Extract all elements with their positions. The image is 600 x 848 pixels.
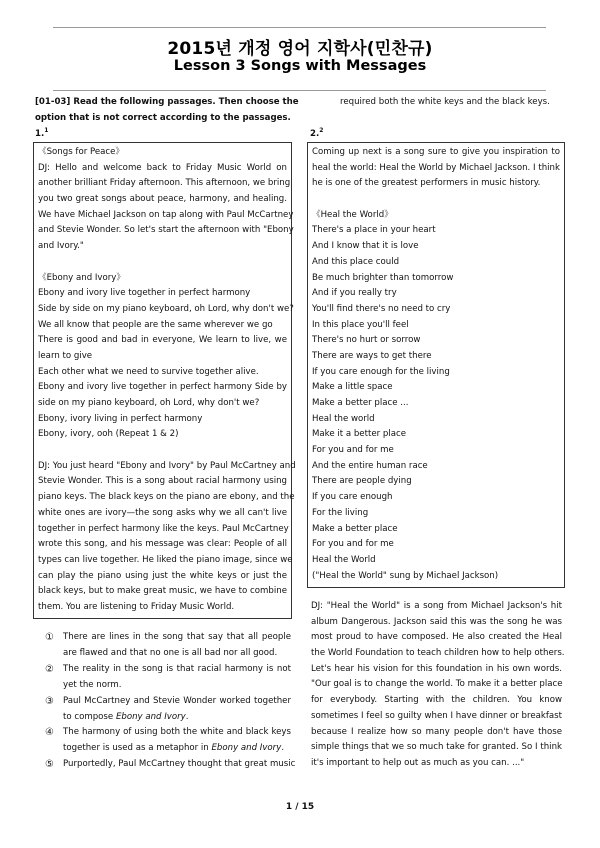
passage-line: Coming up next is a song sure to give you inspiration to	[312, 147, 560, 157]
page-title: 2015년 개정 영어 지학사(민찬규)	[167, 39, 433, 59]
passage-line: For you and for me	[312, 539, 394, 550]
question-number-text: 1.	[35, 128, 45, 139]
passage-line: Make a better place ...	[312, 398, 409, 408]
passage-line: album Dangerous. Jackson said this was the song he was	[311, 616, 562, 627]
passage-line: Heal the world	[312, 413, 375, 424]
header-rule	[53, 90, 546, 91]
passage-line: 《Songs for Peace》	[38, 147, 125, 157]
choice-fragment: .	[185, 711, 189, 722]
passage-line: For you and for me	[312, 445, 394, 456]
passage-line: Make a better place	[312, 523, 398, 534]
instruction	[35, 95, 299, 126]
passage-line: ("Heal the World" sung by Michael Jackson)	[312, 570, 499, 581]
passage-line: If you care enough	[312, 492, 393, 503]
passage-line: Each other what we need to survive together alive.	[38, 366, 259, 377]
choice-line: There are lines in the song that say that all people	[63, 632, 291, 642]
passage-line: black keys, but to make great music, we have to combine	[38, 586, 287, 597]
question-number	[310, 127, 323, 139]
footnote-marker: 2	[319, 127, 324, 134]
choice-line: Paul McCartney and Stevie Wonder worked together	[63, 696, 291, 706]
passage-line: Ebony and ivory live together in perfect harmony	[38, 288, 251, 299]
choice-line	[63, 710, 291, 726]
passage-line: Ebony, ivory living in perfect harmony	[38, 413, 203, 424]
choice-text	[63, 757, 296, 773]
choice-text	[63, 630, 291, 661]
choice-number: ②	[45, 664, 54, 675]
passage-line: For the living	[312, 507, 369, 518]
passage-line: simple things that we so much take for granted. So I think	[311, 742, 562, 753]
passage-line: DJ: Hello and welcome back to Friday Music World on	[38, 162, 287, 173]
passage-line: he is one of the greatest performers in music history.	[312, 178, 541, 189]
passage-line: the World Foundation to teach children how to help others.	[311, 648, 565, 659]
passage-line: DJ: You just heard "Ebony and Ivory" by Paul McCartney and	[38, 460, 296, 471]
page-number: 1 / 15	[285, 802, 315, 812]
passage-line: can play the piano using just the white keys or just the	[38, 570, 287, 581]
passage-line: 《Heal the World》	[312, 209, 393, 220]
choice-text	[63, 694, 291, 725]
passage-line: learn to give	[38, 350, 93, 361]
passage-line: for everybody. Starting with the children. You know	[311, 695, 562, 706]
choice-line	[63, 741, 291, 757]
passage-line: because I realize how so many people don't have those	[311, 726, 562, 737]
passage-line: There is good and bad in everyone, We learn to live, we	[38, 335, 287, 346]
passage-line: piano keys. The black keys on the piano are ebony, and the	[38, 492, 295, 503]
passage-line: Ebony and ivory live together in perfect harmony Side by	[38, 382, 287, 393]
passage-continuation	[311, 599, 565, 772]
passage-line: Make it a better place	[312, 429, 407, 440]
passage-line: wrote this song, and his message was clear: People of all	[38, 539, 287, 550]
choice-line: are flawed and that no one is all bad nor all good.	[63, 647, 278, 658]
passage-line: you two great songs about peace, harmony, and healing.	[38, 194, 287, 205]
passage-line: Make a little space	[312, 382, 393, 393]
passage-line: white ones are ivory—the song asks why we all can't live	[38, 507, 287, 518]
instruction-line: option that is not correct according to the passages.	[35, 112, 291, 123]
passage-line: and Ivory."	[38, 241, 84, 252]
passage-line: "Our goal is to change the world. To make it a better place	[311, 679, 563, 690]
choice-text	[63, 725, 291, 756]
passage-line: DJ: "Heal the World" is a song from Michael Jackson's hit	[311, 601, 562, 611]
passage-line: And this place could	[312, 256, 400, 267]
passage-line: Stevie Wonder. This is a song about racial harmony using	[38, 476, 287, 487]
passage-line: There are people dying	[312, 476, 412, 487]
instruction-line: [01-03] Read the following passages. Then choose the	[35, 97, 299, 107]
passage-line: And I know that it is love	[312, 241, 419, 252]
passage-line: If you care enough for the living	[312, 366, 450, 377]
choice-fragment: to compose	[63, 711, 116, 722]
passage-line: There are ways to get there	[312, 350, 432, 361]
continued-choice-text: required both the white keys and the black keys.	[340, 97, 550, 107]
choice-line: Purportedly, Paul McCartney thought that great music	[63, 759, 296, 769]
passage-line: it's important to help out as much as you can. ..."	[311, 757, 525, 768]
page-subtitle: Lesson 3 Songs with Messages	[173, 58, 427, 74]
passage-box	[33, 142, 296, 619]
passage-line: And if you really try	[312, 288, 397, 299]
passage-line: Ebony, ivory, ooh (Repeat 1 & 2)	[38, 429, 179, 440]
footnote-marker: 1	[44, 127, 49, 134]
choice-text	[63, 662, 291, 693]
top-rule	[53, 27, 546, 28]
choice-fragment: together is used as a metaphor in	[63, 742, 212, 753]
passage-line: Let's hear his vision for this foundation in his own words.	[311, 663, 562, 674]
passage-line: another brilliant Friday afternoon. This afternoon, we bring	[38, 178, 291, 189]
blank-line	[312, 192, 560, 208]
choice-line: The reality in the song is that racial harmony is not	[63, 664, 291, 674]
passage-line: 《Ebony and Ivory》	[38, 272, 125, 283]
passage-line: We all know that people are the same wherever we go	[38, 319, 273, 330]
choice-number: ③	[45, 696, 54, 707]
passage-line: In this place you'll feel	[312, 319, 409, 330]
passage-line: and Stevie Wonder. So let's start the afternoon with "Ebony	[38, 225, 294, 236]
passage-line: together in perfect harmony like the keys. Paul McCartney	[38, 523, 289, 534]
passage-line: There's a place in your heart	[312, 225, 436, 236]
choice-number: ⑤	[45, 759, 54, 770]
choice-number: ①	[45, 632, 54, 643]
passage-line: most proud to have composed. He also created the Heal	[311, 632, 562, 643]
passage-line: heal the world: Heal the World by Michael Jackson. I think	[312, 162, 560, 173]
passage-line: Heal the World	[312, 554, 376, 565]
passage-line: You'll find there's no need to cry	[312, 303, 451, 314]
passage-line: And the entire human race	[312, 460, 428, 471]
passage-line: sometimes I feel so guilty when I have dinner or breakfast	[311, 710, 562, 721]
blank-line	[38, 443, 287, 459]
blank-line	[38, 255, 287, 271]
choice-line: The harmony of using both the white and black keys	[63, 727, 291, 737]
song-title: Ebony and Ivory	[211, 742, 282, 753]
passage-line: We have Michael Jackson on tap along with Paul McCartney	[38, 209, 294, 220]
passage-line: There's no hurt or sorrow	[312, 335, 421, 346]
passage-line: types can live together. He liked the piano image, since we	[38, 554, 293, 565]
passage-line: Side by side on my piano keyboard, oh Lord, why don't we?	[38, 303, 294, 314]
song-title: Ebony and Ivory	[115, 711, 186, 722]
question-number-text: 2.	[310, 128, 320, 139]
passage-line: Be much brighter than tomorrow	[312, 272, 454, 283]
passage-line: them. You are listening to Friday Music World.	[38, 601, 235, 612]
choice-fragment: .	[281, 742, 285, 753]
passage-box	[307, 142, 565, 588]
passage-line: side on my piano keyboard, oh Lord, why don't we?	[38, 398, 260, 408]
choice-number: ④	[45, 727, 54, 738]
question-number	[35, 127, 48, 139]
choice-line: yet the norm.	[63, 679, 122, 690]
